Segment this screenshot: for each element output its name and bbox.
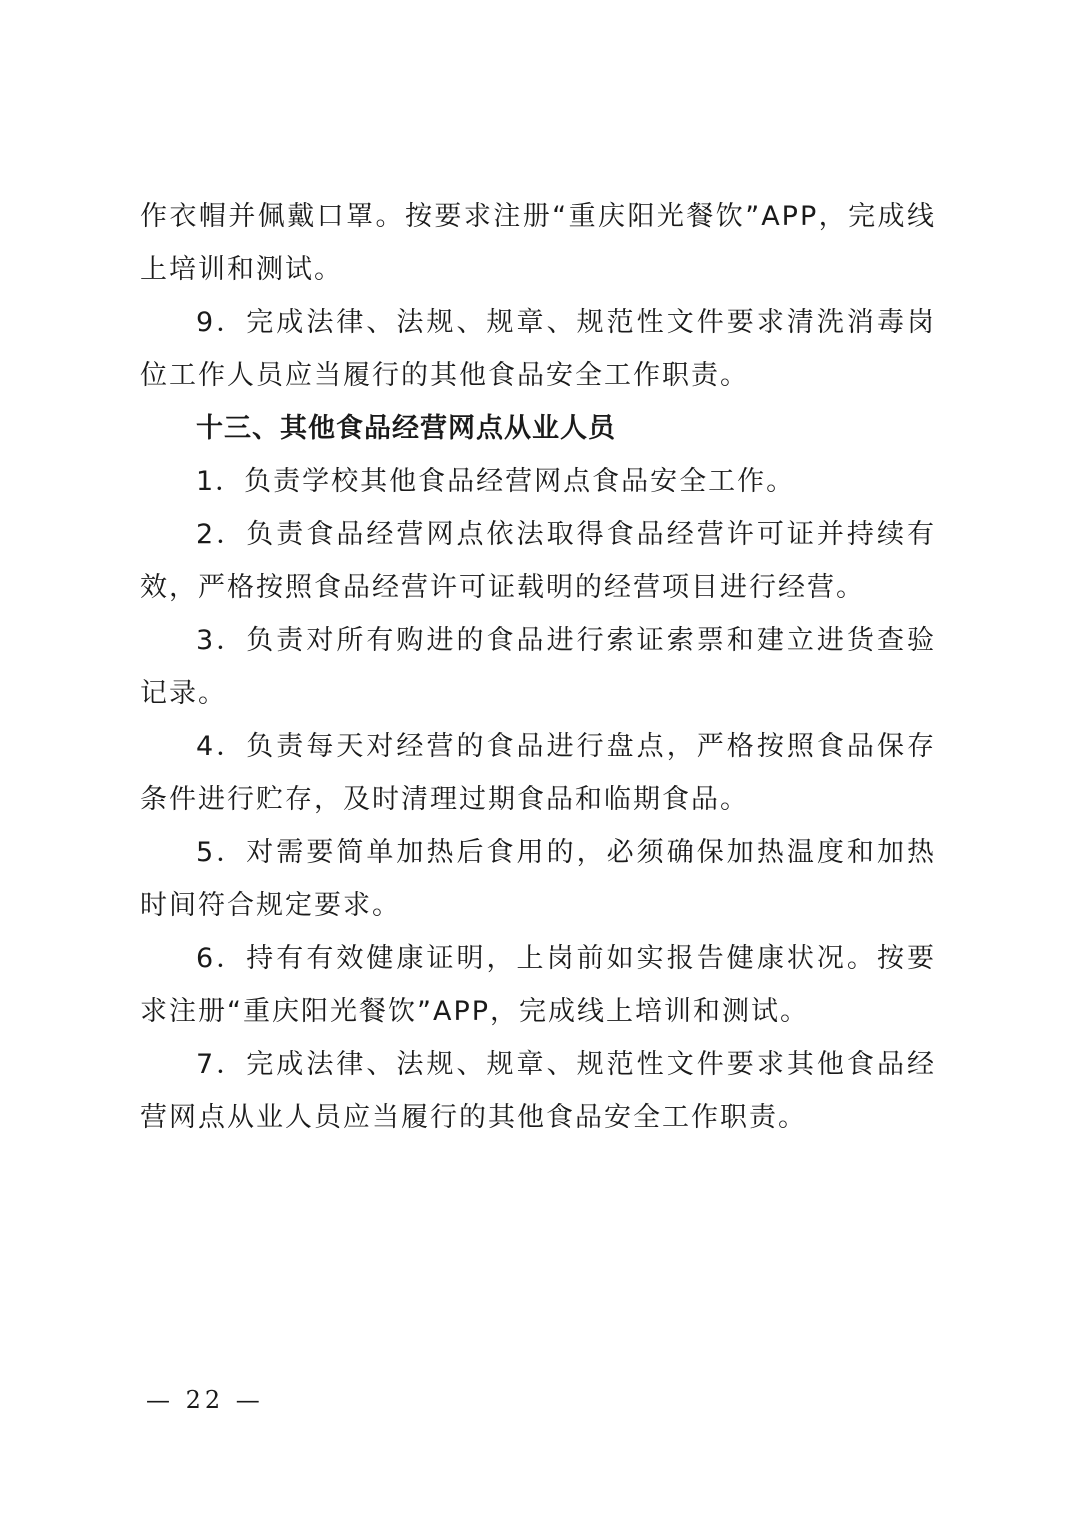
paragraph-item-9: 9．完成法律、法规、规章、规范性文件要求清洗消毒岗位工作人员应当履行的其他食品安全工作职责。 bbox=[140, 307, 936, 391]
paragraph-item-1: 1．负责学校其他食品经营网点食品安全工作。 bbox=[196, 466, 796, 497]
paragraph-item-6: 6．持有有效健康证明，上岗前如实报告健康状况。按要求注册“重庆阳光餐饮”APP，完成线上培训和测试。 bbox=[140, 943, 936, 1027]
page-number: — 22 — bbox=[146, 1386, 264, 1414]
section-heading: 十三、其他食品经营网点从业人员 bbox=[196, 413, 616, 444]
paragraph-item-5: 5．对需要简单加热后食用的，必须确保加热温度和加热时间符合规定要求。 bbox=[140, 837, 936, 921]
paragraph-item-4: 4．负责每天对经营的食品进行盘点，严格按照食品保存条件进行贮存，及时清理过期食品和临期食品。 bbox=[140, 731, 936, 815]
paragraph-item-7: 7．完成法律、法规、规章、规范性文件要求其他食品经营网点从业人员应当履行的其他食品安全工作职责。 bbox=[140, 1049, 936, 1133]
paragraph-item-3: 3．负责对所有购进的食品进行索证索票和建立进货查验记录。 bbox=[140, 625, 936, 709]
paragraph-continuation: 作衣帽并佩戴口罩。按要求注册“重庆阳光餐饮”APP，完成线上培训和测试。 bbox=[140, 201, 936, 285]
paragraph-item-2: 2．负责食品经营网点依法取得食品经营许可证并持续有效，严格按照食品经营许可证载明的经营项目进行经营。 bbox=[140, 519, 936, 603]
body-text bbox=[140, 190, 936, 1144]
